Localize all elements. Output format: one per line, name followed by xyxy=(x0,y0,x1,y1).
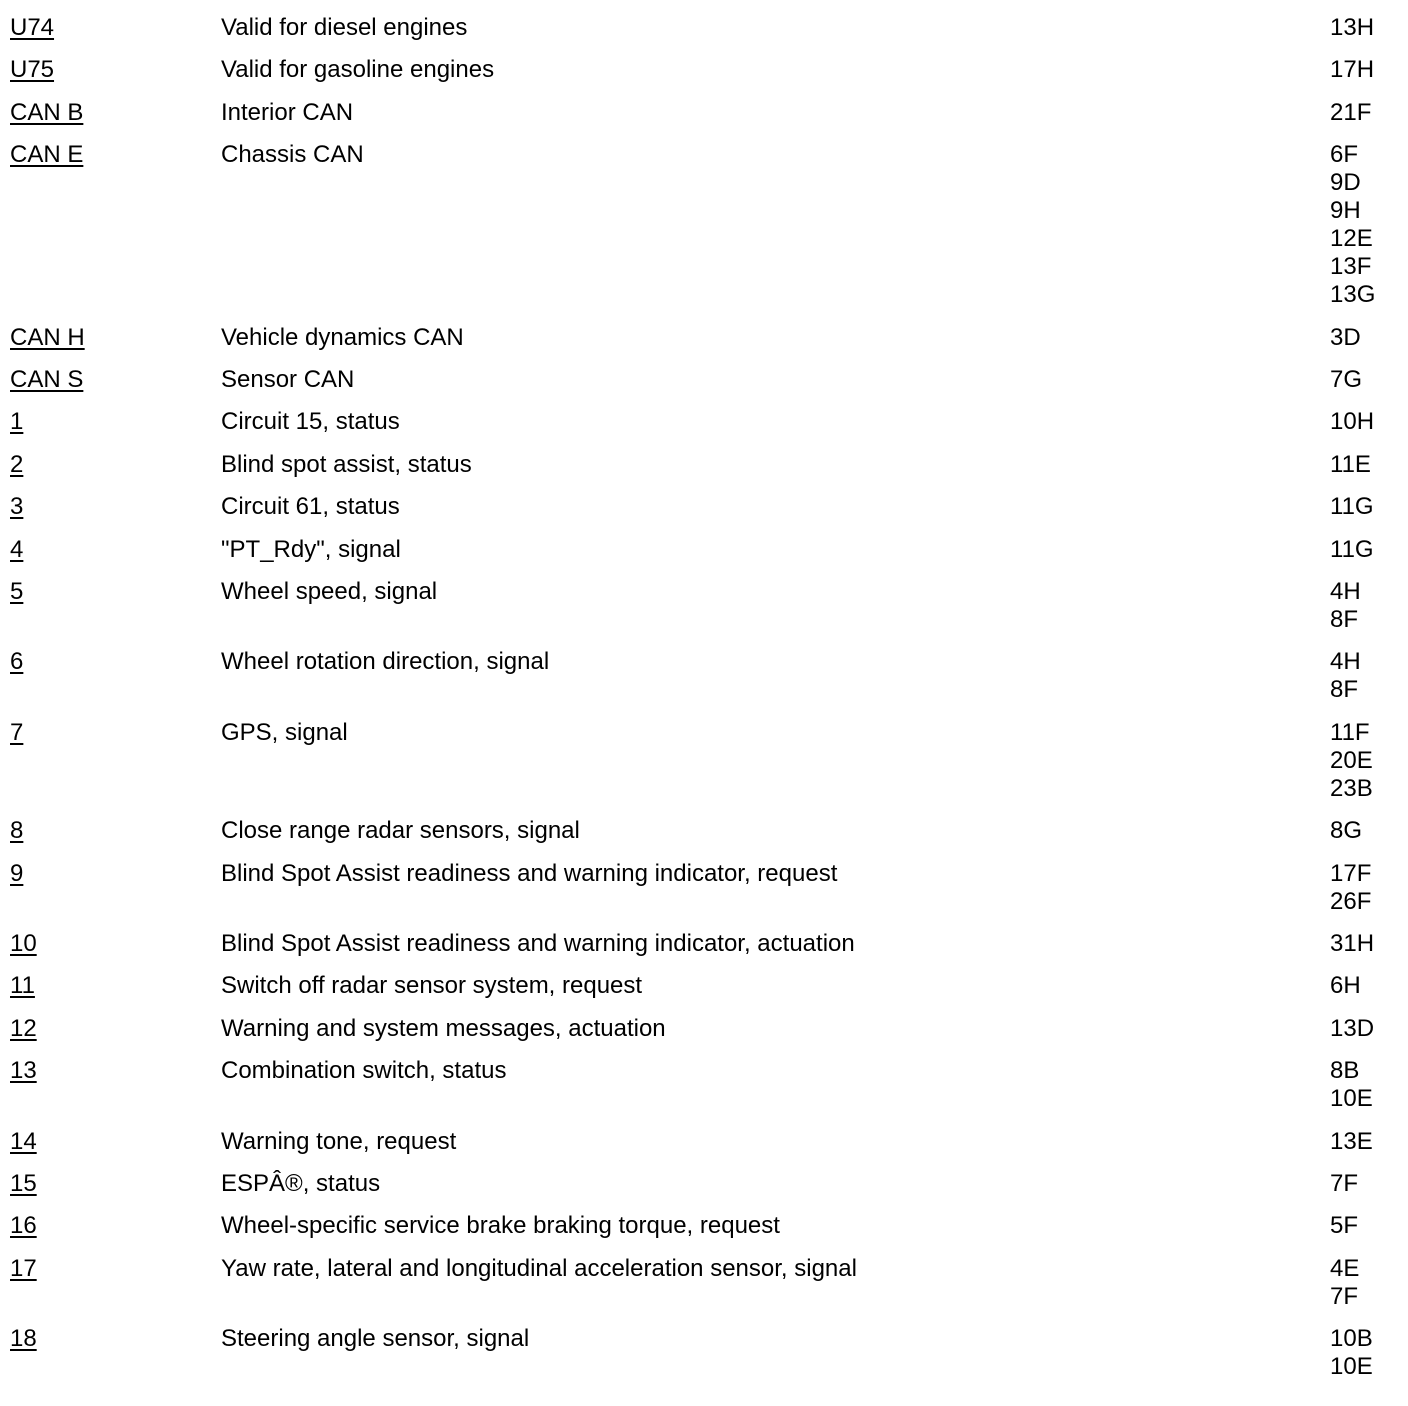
legend-code-link[interactable]: 13 xyxy=(10,1057,37,1085)
legend-grid-references xyxy=(1330,1325,1373,1381)
grid-reference: 9D xyxy=(1330,169,1361,197)
legend-description: Vehicle dynamics CAN xyxy=(221,323,464,351)
legend-description: Wheel-specific service brake braking torque, request xyxy=(221,1212,780,1240)
legend-code-link[interactable]: 10 xyxy=(10,930,37,957)
grid-reference: 7F xyxy=(1330,1282,1359,1310)
legend-grid-references xyxy=(1330,14,1374,42)
legend-code-link[interactable]: 18 xyxy=(10,1325,37,1353)
grid-reference: 23B xyxy=(1330,774,1373,802)
legend-grid-references xyxy=(1330,719,1373,803)
legend-grid-references xyxy=(1330,1128,1373,1156)
legend-code-link[interactable]: 12 xyxy=(10,1014,37,1042)
legend-code-link[interactable]: 11 xyxy=(10,972,35,1000)
grid-reference: 10E xyxy=(1330,1085,1373,1113)
legend-grid-references xyxy=(1330,860,1371,916)
legend-description: ESPÂ®, status xyxy=(221,1170,381,1197)
legend-code-link[interactable]: 5 xyxy=(10,578,24,605)
legend-description: Blind Spot Assist readiness and warning indicator, actuation xyxy=(221,930,855,957)
legend-grid-references xyxy=(1330,578,1361,634)
legend-description: Warning tone, request xyxy=(221,1127,457,1155)
legend-description: Interior CAN xyxy=(221,98,354,126)
legend-description: Yaw rate, lateral and longitudinal acceleration sensor, signal xyxy=(221,1254,857,1282)
grid-reference: 8G xyxy=(1330,817,1363,845)
grid-reference: 21F xyxy=(1330,98,1372,126)
grid-reference: 11F xyxy=(1330,718,1370,746)
legend-code-link[interactable]: 6 xyxy=(10,648,24,676)
legend-description: Wheel rotation direction, signal xyxy=(221,648,550,676)
legend-description: Blind Spot Assist readiness and warning indicator, request xyxy=(221,859,838,887)
legend-grid-references xyxy=(1330,817,1362,845)
legend-grid-references xyxy=(1330,99,1371,127)
legend-code-link[interactable]: 17 xyxy=(10,1254,37,1282)
legend-code-link[interactable]: 9 xyxy=(10,859,24,887)
legend-description: "PT_Rdy", signal xyxy=(221,535,401,563)
grid-reference: 7G xyxy=(1330,366,1363,393)
grid-reference: 8F xyxy=(1330,606,1359,633)
legend-code-link[interactable]: 16 xyxy=(10,1212,37,1240)
legend-grid-references xyxy=(1330,1057,1373,1113)
legend-code-link[interactable]: U74 xyxy=(10,14,55,41)
legend-grid-references xyxy=(1330,1255,1359,1311)
legend-description: Sensor CAN xyxy=(221,366,355,393)
legend-description: Circuit 15, status xyxy=(221,408,400,436)
grid-reference: 10H xyxy=(1330,408,1375,436)
grid-reference: 11G xyxy=(1330,535,1374,563)
legend-grid-references xyxy=(1330,1212,1358,1240)
legend-grid-references xyxy=(1330,56,1374,84)
legend-description: Blind spot assist, status xyxy=(221,450,472,478)
legend-description: Wheel speed, signal xyxy=(221,578,438,605)
grid-reference: 7F xyxy=(1330,1170,1359,1197)
legend-grid-references xyxy=(1330,1015,1374,1043)
grid-reference: 10E xyxy=(1330,1353,1373,1381)
grid-reference: 20E xyxy=(1330,746,1373,774)
grid-reference: 31H xyxy=(1330,930,1375,957)
grid-reference: 5F xyxy=(1330,1212,1359,1240)
legend-grid-references xyxy=(1330,451,1371,479)
legend-description: Close range radar sensors, signal xyxy=(221,817,580,845)
grid-reference: 13H xyxy=(1330,14,1375,41)
grid-reference: 13G xyxy=(1330,281,1376,309)
grid-reference: 3D xyxy=(1330,323,1361,351)
legend-code-link[interactable]: 15 xyxy=(10,1170,37,1197)
legend-code-link[interactable]: 8 xyxy=(10,817,24,845)
grid-reference: 11G xyxy=(1330,493,1374,521)
grid-reference: 6F xyxy=(1330,141,1359,169)
legend-code-link[interactable]: CAN E xyxy=(10,141,84,169)
legend-description: Steering angle sensor, signal xyxy=(221,1325,530,1353)
grid-reference: 4E xyxy=(1330,1254,1360,1282)
legend-code-link[interactable]: 1 xyxy=(10,408,24,436)
legend-code-link[interactable]: 3 xyxy=(10,493,24,521)
grid-reference: 4H xyxy=(1330,648,1361,676)
legend-grid-references xyxy=(1330,408,1374,436)
legend-code-link[interactable]: CAN B xyxy=(10,98,84,126)
legend-grid-references xyxy=(1330,930,1374,958)
grid-reference: 13D xyxy=(1330,1014,1375,1042)
legend-grid-references xyxy=(1330,324,1361,352)
legend-code-link[interactable]: CAN H xyxy=(10,323,85,351)
grid-reference: 13E xyxy=(1330,1127,1373,1155)
legend-description: GPS, signal xyxy=(221,718,348,746)
legend-description: Valid for diesel engines xyxy=(221,14,468,41)
legend-code-link[interactable]: 4 xyxy=(10,535,24,563)
legend-description: Switch off radar sensor system, request xyxy=(221,972,643,1000)
legend-grid-references xyxy=(1330,1170,1358,1198)
legend-description: Warning and system messages, actuation xyxy=(221,1014,666,1042)
legend-description: Combination switch, status xyxy=(221,1057,507,1085)
legend-description: Circuit 61, status xyxy=(221,493,400,521)
grid-reference: 26F xyxy=(1330,887,1372,915)
legend-code-link[interactable]: 2 xyxy=(10,450,24,478)
grid-reference: 4H xyxy=(1330,578,1361,605)
legend-grid-references xyxy=(1330,493,1374,521)
grid-reference: 12E xyxy=(1330,225,1373,253)
grid-reference: 17H xyxy=(1330,56,1375,84)
legend-code-link[interactable]: 7 xyxy=(10,718,24,746)
legend-code-link[interactable]: 14 xyxy=(10,1127,37,1155)
legend-description: Valid for gasoline engines xyxy=(221,56,495,84)
grid-reference: 8B xyxy=(1330,1057,1360,1085)
legend-grid-references xyxy=(1330,972,1361,1000)
legend-code-link[interactable]: CAN S xyxy=(10,366,84,393)
grid-reference: 11E xyxy=(1330,450,1371,478)
grid-reference: 6H xyxy=(1330,972,1361,1000)
grid-reference: 17F xyxy=(1330,859,1372,887)
grid-reference: 10B xyxy=(1330,1325,1373,1353)
grid-reference: 9H xyxy=(1330,197,1361,225)
grid-reference: 8F xyxy=(1330,676,1359,704)
legend-grid-references xyxy=(1330,536,1374,564)
legend-grid-references xyxy=(1330,141,1375,309)
legend-code-link[interactable]: U75 xyxy=(10,56,55,84)
legend-grid-references xyxy=(1330,648,1361,704)
legend-description: Chassis CAN xyxy=(221,141,364,169)
legend-grid-references xyxy=(1330,366,1362,394)
grid-reference: 13F xyxy=(1330,253,1372,281)
